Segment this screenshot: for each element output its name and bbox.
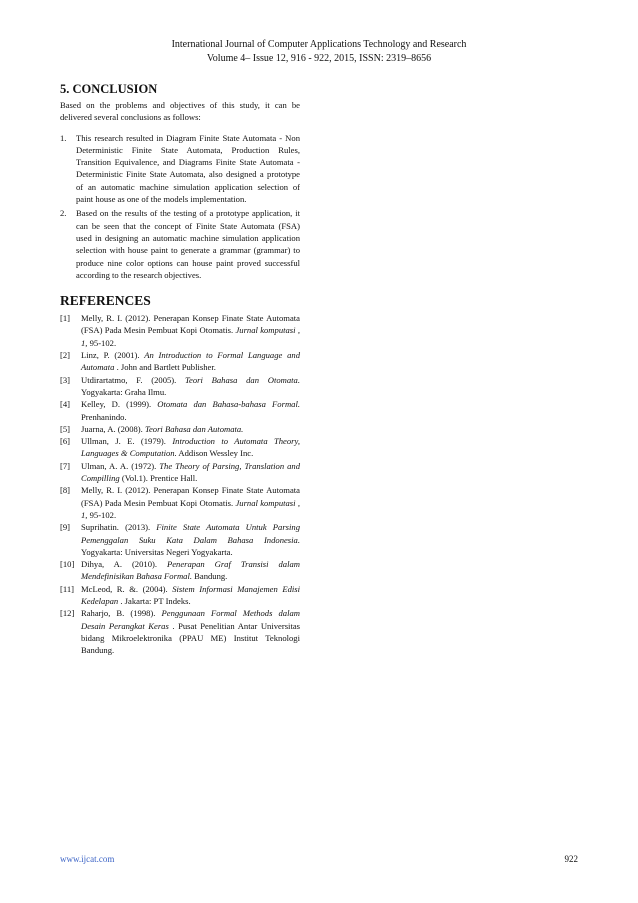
- content-column: [60, 82, 300, 656]
- journal-title: International Journal of Computer Applications Technology and Research: [171, 39, 467, 50]
- reference-item: [60, 460, 300, 485]
- reference-number: [7]: [60, 460, 71, 471]
- reference-number: [11]: [60, 583, 74, 594]
- reference-italic: Sistem Informasi Manajemen Edisi Kedelapan: [81, 583, 300, 606]
- reference-item: [60, 349, 300, 374]
- reference-number: [9]: [60, 522, 71, 533]
- reference-italic: Jurnal komputasi , 1: [81, 497, 300, 520]
- reference-number: [2]: [60, 350, 71, 361]
- conclusion-item-text: Based on the results of the testing of a prototype application, it can be seen that the concept of Finite State Automata (FSA) used in designing an automatic machine simulation application selection with house paint to generate a grammar (grammar) to produce nine color options can house paint proved successful according to the research objectives.: [76, 208, 300, 280]
- reference-text: Raharjo, B. (1998).: [81, 608, 162, 619]
- reference-text: Melly, R. I. (2012). Penerapan Konsep Finate State Automata (FSA) Pada Mesin Pembuat Kopi Otomatis.: [81, 313, 300, 336]
- reference-text-end: . Jakarta: PT Indeks.: [118, 595, 191, 606]
- reference-italic: Jurnal komputasi , 1: [81, 325, 300, 348]
- reference-text-end: , 95-102.: [85, 337, 117, 348]
- reference-item: [60, 374, 300, 399]
- reference-text-end: Bandung.: [192, 571, 228, 582]
- conclusion-item-number: 1.: [60, 132, 67, 143]
- references-list: [60, 312, 300, 656]
- reference-text: Juarna, A. (2008).: [81, 423, 145, 434]
- reference-italic: The Theory of Parsing, Translation and Compilling: [81, 460, 300, 484]
- reference-text: Kelley, D. (1999).: [81, 399, 158, 410]
- reference-item: [60, 607, 300, 656]
- reference-text: McLeod, R. &. (2004).: [81, 583, 173, 594]
- page-number: 922: [564, 854, 578, 864]
- reference-text-end: Prenhanindo.: [81, 411, 127, 422]
- reference-italic: Teori Bahasa dan Automata.: [144, 423, 244, 434]
- reference-text: Ulman, A. A. (1972).: [81, 460, 160, 471]
- reference-text: Utdirartatmo, F. (2005).: [81, 374, 186, 385]
- reference-italic: Teori Bahasa dan Otomata.: [185, 374, 300, 385]
- reference-item: [60, 583, 300, 608]
- reference-number: [8]: [60, 485, 71, 496]
- reference-text-end: Yogyakarta: Universitas Negeri Yogyakarta.: [81, 546, 233, 557]
- reference-number: [10]: [60, 559, 75, 570]
- reference-italic: Penggunaan Formal Methods dalam Desain Perangkat Keras: [81, 608, 300, 631]
- references-heading: REFERENCES: [60, 293, 151, 309]
- reference-number: [5]: [60, 423, 71, 434]
- conclusion-item-number: 2.: [60, 208, 67, 219]
- reference-italic: Otomata dan Bahasa-bahasa Formal.: [157, 399, 300, 410]
- reference-italic: Finite State Automata Untuk Parsing Pemenggalan Suku Kata Dalam Bahasa Indonesia.: [81, 522, 300, 545]
- reference-item: [60, 423, 300, 435]
- reference-italic: Introduction to Automata Theory, Languages & Computation.: [81, 436, 300, 459]
- reference-text: Suprihatin. (2013).: [81, 522, 157, 533]
- reference-text-end: (Vol.1). Prentice Hall.: [119, 473, 198, 484]
- reference-text: Dihya, A. (2010).: [81, 559, 167, 570]
- conclusion-item-text: This research resulted in Diagram Finite State Automata - Non Deterministic Finite State Automata, Production Rules, Transition Equivalence, and Diagrams Finite State Automata - Deterministic Finite State Automata, also designed a prototype of an automatic machine simulation application selection of paint house as one of the models implementation.: [76, 132, 300, 205]
- reference-text-end: . Pusat Penelitian Antar Universitas bidang Mikroelektronika (PPAU ME) Institut Teknologi Bandung.: [81, 620, 300, 656]
- reference-number: [3]: [60, 374, 71, 385]
- reference-text-end: . John and Bartlett Publisher.: [114, 362, 216, 373]
- conclusion-list: [60, 132, 300, 282]
- journal-header: [60, 38, 578, 66]
- reference-text: Melly, R. I. (2012). Penerapan Konsep Finate State Automata (FSA) Pada Mesin Pembuat Kopi Otomatis.: [81, 485, 300, 508]
- reference-item: [60, 484, 300, 521]
- reference-item: [60, 435, 300, 460]
- reference-text-end: , 95-102.: [85, 509, 117, 520]
- reference-text: Ullman, J. E. (1979).: [81, 436, 173, 447]
- journal-volume: Volume 4– Issue 12, 916 - 922, 2015, ISSN: 2319–8656: [206, 53, 432, 64]
- reference-number: [6]: [60, 436, 71, 447]
- reference-item: [60, 312, 300, 349]
- conclusion-heading: 5. CONCLUSION: [60, 82, 158, 96]
- conclusion-item: [60, 132, 300, 206]
- conclusion-intro: Based on the problems and objectives of this study, it can be delivered several conclusions as follows:: [60, 100, 300, 123]
- reference-text-end: Addison Wessley Inc.: [176, 448, 254, 459]
- journal-url-link[interactable]: www.ijcat.com: [60, 854, 115, 864]
- reference-text-end: Yogyakarta: Graha Ilmu.: [81, 386, 167, 397]
- reference-item: [60, 521, 300, 558]
- reference-number: [4]: [60, 399, 71, 410]
- reference-item: [60, 558, 300, 583]
- reference-number: [12]: [60, 608, 75, 619]
- reference-text: Linz, P. (2001).: [81, 350, 145, 361]
- reference-italic: An Introduction to Formal Language and Automata: [81, 350, 300, 373]
- reference-item: [60, 398, 300, 423]
- reference-number: [1]: [60, 313, 71, 324]
- reference-italic: Penerapan Graf Transisi dalam Mendefinisikan Bahasa Formal.: [81, 559, 300, 582]
- conclusion-item: [60, 207, 300, 281]
